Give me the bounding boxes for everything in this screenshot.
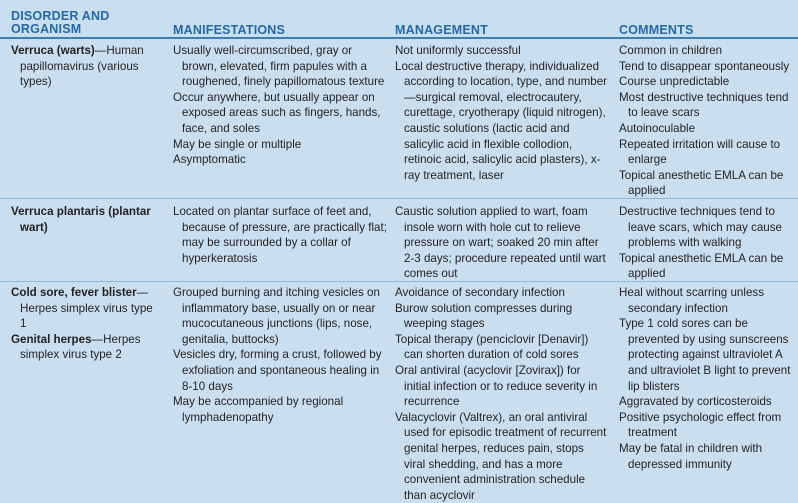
comment-item: Most destructive techniques tend to leave scars xyxy=(619,90,789,120)
manifestation-item: Usually well-circumscribed, gray or brown, elevated, firm papules with a roughened, finely papillomatous texture xyxy=(173,44,385,89)
header-comments: COMMENTS xyxy=(619,23,694,37)
comment-item: May be fatal in children with depressed immunity xyxy=(619,441,763,471)
organism-description: —Herpes simplex virus type 2 xyxy=(20,332,141,362)
organism-entry xyxy=(11,204,161,235)
header-management: MANAGEMENT xyxy=(395,23,488,37)
comment-item: Autoinoculable xyxy=(619,121,696,135)
management-item: Oral antiviral (acyclovir [Zovirax]) for initial infection or to reduce severity in recurrence xyxy=(395,363,598,409)
management-cell xyxy=(395,204,607,282)
comments-cell xyxy=(619,285,791,472)
manifestation-item: May be accompanied by regional lymphadenopathy xyxy=(173,395,344,424)
comment-item: Common in children xyxy=(619,44,723,57)
organism-entry xyxy=(11,285,161,332)
comment-item: Repeated irritation will cause to enlarge xyxy=(619,137,781,167)
organism-description: —Human papillomavirus (various types) xyxy=(20,44,144,89)
manifestation-item: Grouped burning and itching vesicles on inflammatory base, usually on or near mucocutaneous junctions (lips, nose, genitalia, buttocks) xyxy=(173,286,380,346)
manifestations-cell xyxy=(173,43,387,168)
management-item: Burow solution compresses during weeping stages xyxy=(395,301,573,331)
management-item: Valacyclovir (Valtrex), an oral antiviral used for episodic treatment of recurrent genital herpes, reduces pain, stops viral shedding, and has a more convenient administration schedule than acyclovir xyxy=(395,410,607,502)
management-cell xyxy=(395,285,607,503)
organism-name: Verruca (warts) xyxy=(11,44,95,57)
row-divider xyxy=(0,281,798,282)
organism-cell xyxy=(11,43,161,90)
comment-item: Tend to disappear spontaneously xyxy=(619,59,790,73)
table-header xyxy=(0,0,798,39)
manifestation-item: Vesicles dry, forming a crust, followed by exfoliation and spontaneous healing in 8-10 days xyxy=(173,348,382,393)
organism-entry xyxy=(11,43,161,90)
row-divider xyxy=(0,198,798,199)
header-col1-line2: ORGANISM xyxy=(11,22,82,36)
organism-name: Verruca plantaris (plantar wart) xyxy=(11,205,151,234)
organism-name: Genital herpes xyxy=(11,332,92,346)
organism-cell xyxy=(11,204,161,235)
management-item: Not uniformly successful xyxy=(395,44,521,57)
comment-item: Course unpredictable xyxy=(619,75,730,89)
organism-description: —Herpes simplex virus type 1 xyxy=(20,286,153,331)
comment-item: Positive psychologic effect from treatment xyxy=(619,410,782,440)
header-col1-line1: DISORDER AND xyxy=(11,9,110,23)
comment-item: Aggravated by corticosteroids xyxy=(619,395,772,409)
comment-item: Topical anesthetic EMLA can be applied xyxy=(619,168,784,198)
manifestations-cell xyxy=(173,204,387,266)
management-item: Avoidance of secondary infection xyxy=(395,286,565,299)
management-item: Topical therapy (penciclovir [Denavir]) can shorten duration of cold sores xyxy=(395,332,589,362)
management-item: Local destructive therapy, individualized according to location, type, and number—surgical removal, electrocautery, curettage, cryotherapy (liquid nitrogen), caustic solutions (lactic acid and salicylic acid in flexible collodion, retinoic acid, salicylic acid plasters), x-ray treatment, laser xyxy=(395,59,608,182)
manifestation-item: Located on plantar surface of feet and, because of pressure, are practically flat; may be surrounded by a collar of hyperkeratosis xyxy=(173,205,387,265)
comments-cell xyxy=(619,204,791,282)
organism-entry xyxy=(11,332,161,363)
management-item: Caustic solution applied to wart, foam insole worn with hole cut to relieve pressure on wart; soaked 20 min after 2-3 days; procedure repeated until wart comes out xyxy=(395,205,606,281)
comment-item: Destructive techniques tend to leave scars, which may cause problems with walking xyxy=(619,205,783,250)
manifestations-cell xyxy=(173,285,387,425)
organism-cell xyxy=(11,285,161,363)
header-disorder-organism xyxy=(11,10,109,36)
manifestation-item: May be single or multiple xyxy=(173,137,302,151)
organism-name: Cold sore, fever blister xyxy=(11,286,137,299)
header-manifestations: MANIFESTATIONS xyxy=(173,23,286,37)
management-cell xyxy=(395,43,607,183)
comments-cell xyxy=(619,43,791,199)
comment-item: Heal without scarring unless secondary infection xyxy=(619,286,764,315)
comment-item: Topical anesthetic EMLA can be applied xyxy=(619,251,784,281)
manifestation-item: Asymptomatic xyxy=(173,153,246,167)
manifestation-item: Occur anywhere, but usually appear on exposed areas such as fingers, hands, face, and soles xyxy=(173,90,381,135)
comment-item: Type 1 cold sores can be prevented by using sunscreens protecting against ultraviolet A and ultraviolet B light to prevent lip blisters xyxy=(619,317,791,393)
